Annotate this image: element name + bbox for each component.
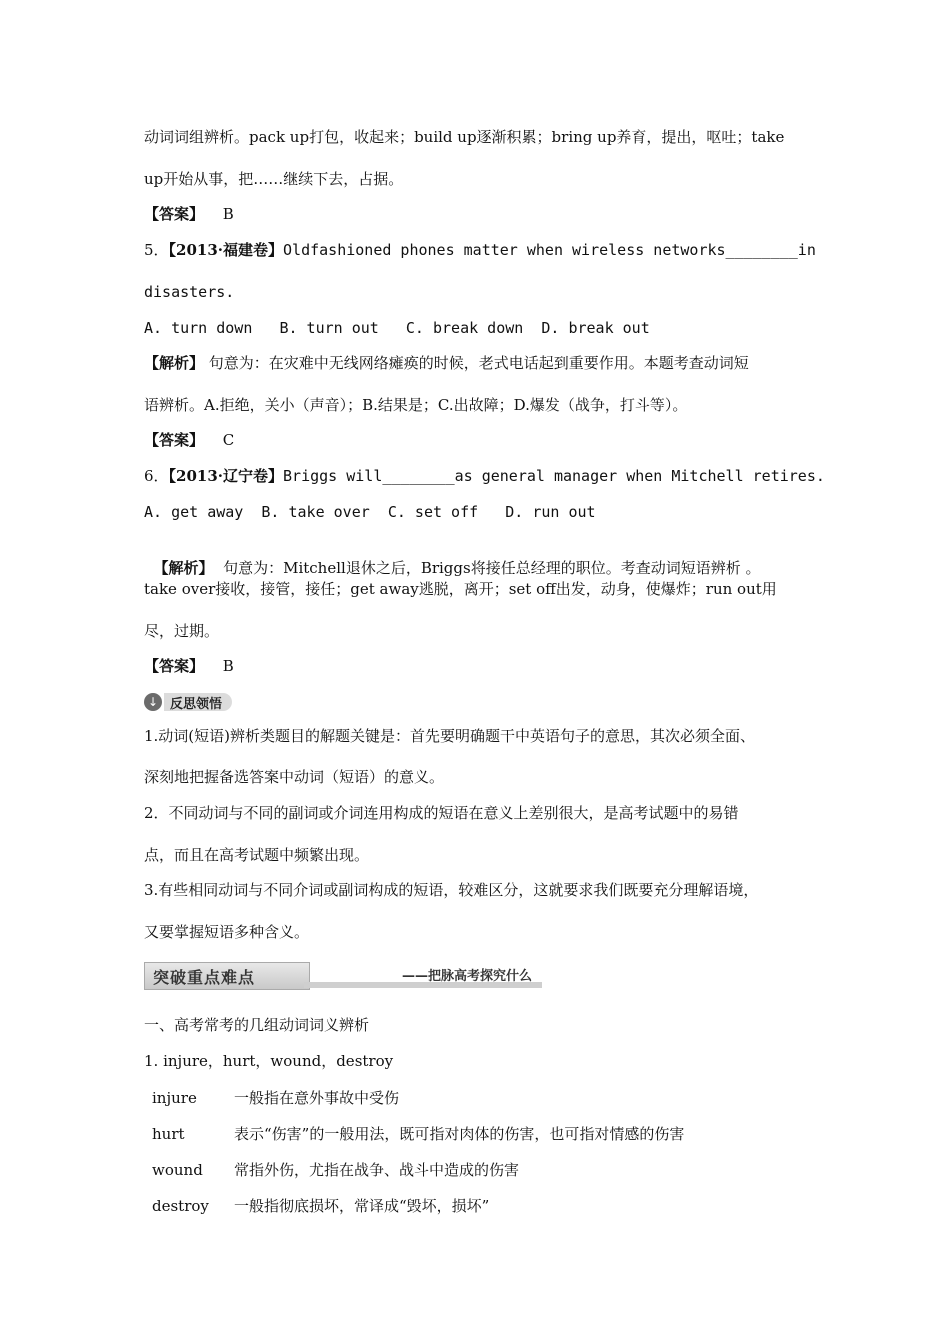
reflect-badge (144, 692, 232, 712)
question-source: 【2013·辽宁卷】 (168, 467, 284, 485)
reflect-point: 1.动词(短语)辨析类题目的解题关键是：首先要明确题干中英语句子的意思，其次必须全面、 (144, 727, 756, 745)
question-text: Oldfashioned phones matter when wireless networks________in (283, 241, 816, 259)
section-title: 突破重点难点 (144, 962, 310, 990)
vocab-meaning: 常指外伤，尤指在战争、战斗中造成的伤害 (234, 1161, 520, 1179)
analysis-line (144, 353, 749, 373)
reflect-point-cont: 点，而且在高考试题中频繁出现。 (144, 846, 370, 864)
reflect-point: 3.有些相同动词与不同介词或副词构成的短语，较难区分，这就要求我们既要充分理解语境， (144, 881, 759, 899)
vocab-meaning: 表示“伤害”的一般用法，既可指对肉体的伤害，也可指对情感的伤害 (234, 1125, 685, 1143)
reflect-badge-label: 反思领悟 (164, 693, 232, 711)
analysis-text-cont: 语辨析。A.拒绝，关小（声音）；B.结果是；C.出故障；D.爆发（战争，打斗等）。 (144, 396, 688, 414)
vocab-word: hurt (152, 1125, 185, 1143)
vocab-row (152, 1087, 399, 1108)
question-options: A. turn down B. turn out C. break down D. break out (144, 319, 650, 337)
analysis-tag: 【解析】 (153, 559, 214, 577)
group-title: 1. injure，hurt，wound，destroy (144, 1052, 394, 1070)
analysis-tag: 【解析】 (144, 354, 205, 372)
analysis-text: 句意为：Mitchell退休之后，Briggs将接任总经理的职位。考查动词短语辨析 。 (213, 559, 761, 577)
question-number: 6． (144, 467, 169, 485)
vocab-row (152, 1159, 519, 1180)
section-heading: 一、高考常考的几组动词词义辨析 (144, 1016, 370, 1034)
vocab-word: injure (152, 1089, 197, 1107)
answer-value: B (222, 205, 234, 223)
section-banner (144, 962, 542, 992)
question-5 (144, 240, 816, 260)
answer-line (144, 430, 234, 450)
analysis-text-cont: take over接收，接管，接任；get away逃脱，离开；set off出发，动身，使爆炸；run out用 (144, 580, 777, 598)
analysis-text: 句意为：在灾难中无线网络瘫痪的时候，老式电话起到重要作用。本题考查动词短 (204, 354, 749, 372)
answer-tag: 【答案】 (144, 657, 205, 675)
reflect-point-cont: 深刻地把握备选答案中动词（短语）的意义。 (144, 768, 445, 786)
question-6 (144, 466, 825, 486)
question-options: A. get away B. take over C. set off D. run out (144, 503, 596, 521)
vocab-meaning: 一般指彻底损坏，常译成“毁坏，损坏” (234, 1197, 490, 1215)
vocab-row (152, 1123, 684, 1144)
question-text: Briggs will________as general manager when Mitchell retires. (283, 467, 825, 485)
section-subtitle: ——把脉高考探究什么 (401, 969, 532, 984)
question-text-cont: disasters. (144, 283, 235, 301)
question-number: 5． (144, 241, 169, 259)
down-arrow-icon: ↓ (144, 693, 162, 711)
vocab-meaning: 一般指在意外事故中受伤 (234, 1089, 400, 1107)
vocab-word: destroy (152, 1197, 209, 1215)
vocab-row (152, 1195, 489, 1216)
reflect-point: 2．不同动词与不同的副词或介词连用构成的短语在意义上差别很大，是高考试题中的易错 (144, 804, 739, 822)
answer-tag: 【答案】 (144, 205, 205, 223)
question-source: 【2013·福建卷】 (168, 241, 284, 259)
analysis-text-cont: 尽，过期。 (144, 622, 220, 640)
answer-line (144, 204, 234, 224)
analysis-line (144, 538, 760, 578)
reflect-point-cont: 又要掌握短语多种含义。 (144, 923, 310, 941)
text-line: 动词词组辨析。pack up打包，收起来；build up逐渐积累；bring up养育，提出，呕吐；take (144, 128, 785, 146)
answer-value: C (222, 431, 235, 449)
answer-line (144, 656, 234, 676)
vocab-word: wound (152, 1161, 203, 1179)
answer-value: B (222, 657, 234, 675)
text-line: up开始从事，把……继续下去，占据。 (144, 170, 404, 188)
answer-tag: 【答案】 (144, 431, 205, 449)
